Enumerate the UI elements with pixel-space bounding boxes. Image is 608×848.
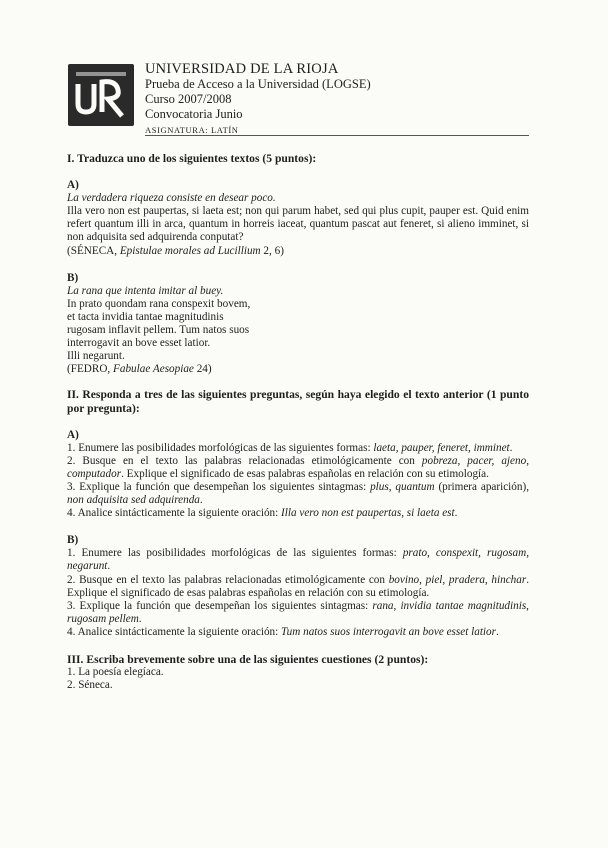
part-a-label: A) [67,428,79,441]
section-1-heading: I. Traduzca uno de los siguientes textos (5 puntos): [67,152,317,165]
question-b2: 2. Busque en el texto las palabras relacionadas etimológicamente con bovino, piel, pradera, hinchar. Explique el significado de esas palabras españolas en relación con su etimología. [67,573,529,599]
subject-label: ASIGNATURA: LATÍN [145,125,239,135]
question-a1: 1. Enumere las posibilidades morfológicas de las siguientes formas: laeta, pauper, feneret, imminet. [67,441,513,454]
text-b-line: interrogavit an bove esset latior. [67,337,211,350]
question-a2: 2. Busque en el texto las palabras relacionadas etimológicamente con pobreza, pacer, ajeno, computador. Explique el significado de esas palabras españolas en relación con su etimología. [67,454,529,480]
text-a-title: La verdadera riqueza consiste en desear poco. [67,192,276,205]
course-year: Curso 2007/2008 [145,92,232,106]
exam-header [145,62,371,138]
text-b-line: rugosam inflavit pellem. Tum natos suos [67,324,250,337]
university-name: UNIVERSIDAD DE LA RIOJA [145,61,339,77]
question-a3: 3. Explique la función que desempeñan los siguientes sintagmas: plus, quantum (primera aparición), non adquisita sed adquirenda. [67,480,529,507]
section-2-heading: II. Responda a tres de las siguientes preguntas, según haya elegido el texto anterior (1 punto por pregunta): [67,388,529,415]
section-3-item: 2. Séneca. [67,679,113,692]
header-divider [145,135,529,136]
exam-session: Convocatoria Junio [145,107,243,121]
question-b4: 4. Analice sintácticamente la siguiente oración: Tum natos suos interrogavit an bove esset latior. [67,625,499,638]
text-b-line: Illi negarunt. [67,350,125,363]
question-b3: 3. Explique la función que desempeñan los siguientes sintagmas: rana, invidia tantae magnitudinis, rugosam pellem. [67,599,529,625]
university-logo [68,64,134,126]
text-a-label: A) [67,179,79,192]
section-3-heading: III. Escriba brevemente sobre una de las siguientes cuestiones (2 puntos): [67,653,429,666]
text-b-line: In prato quondam rana conspexit bovem, [67,297,251,310]
exam-name: Prueba de Acceso a la Universidad (LOGSE) [145,77,371,91]
text-b-label: B) [67,271,79,284]
text-a-source: (SÉNECA, Epistulae morales ad Lucillium 2, 6) [67,244,284,257]
question-a4: 4. Analice sintácticamente la siguiente oración: Illa vero non est paupertas, si laeta est. [67,507,458,520]
text-b-title: La rana que intenta imitar al buey. [67,284,224,297]
section-3-item: 1. La poesía elegíaca. [67,666,164,679]
question-b1: 1. Enumere las posibilidades morfológicas de las siguientes formas: prato, conspexit, rugosam, negarunt. [67,547,529,573]
exam-content [67,152,529,692]
text-b-line: et tacta invidia tantae magnitudinis [67,310,224,323]
part-b-label: B) [67,534,79,547]
text-b-source: (FEDRO, Fabulae Aesopiae 24) [67,363,212,376]
text-a-body: Illa vero non est paupertas, si laeta est; non qui parum habet, sed qui plus cupit, pauper est. Quid enim refert quantum illi in arca, quantum in horreis iaceat, quantum pascat aut feneret, si alieno imminet, si non adquisita sed adquirenda conputat? [67,205,529,244]
